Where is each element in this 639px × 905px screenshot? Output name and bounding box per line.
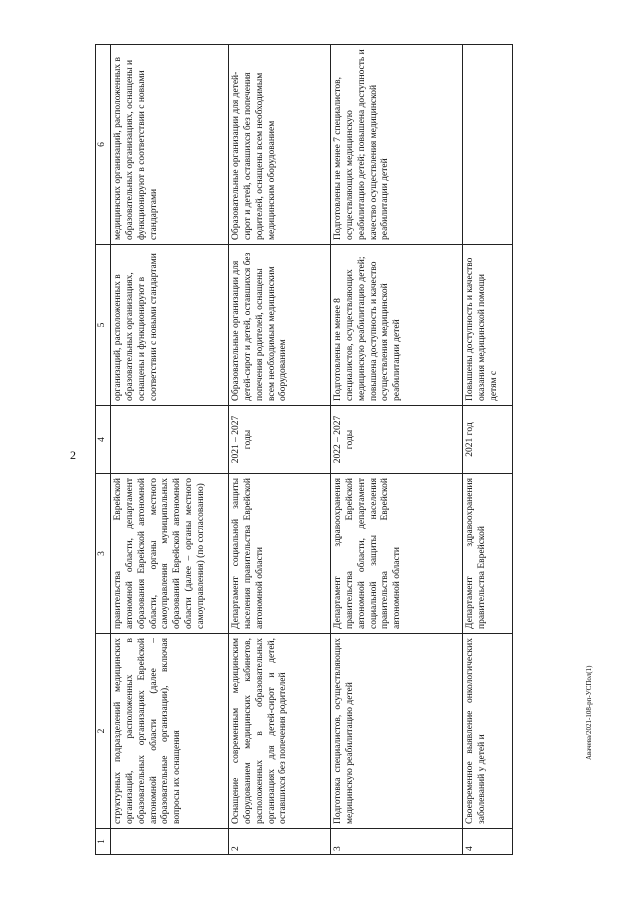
header-col-1: 1 xyxy=(96,829,111,855)
header-col-6: 6 xyxy=(96,45,111,245)
header-col-3: 3 xyxy=(96,474,111,634)
table-row xyxy=(462,45,512,855)
table-row xyxy=(110,45,228,855)
row-number xyxy=(110,829,228,855)
table-header-row xyxy=(96,45,111,855)
result-cell-b xyxy=(462,45,512,245)
rotated-table-container xyxy=(95,45,570,855)
measures-table xyxy=(95,44,513,855)
term-cell: 2021 год xyxy=(462,406,512,474)
measure-cell: Своевременное выявление онкологических заболеваний у детей и xyxy=(462,634,512,829)
measure-cell: структурных подразделений медицинских организаций, расположенных в образовательных организациях Еврейской автономной области (далее – образовательные организации), включая вопросы их оснащения xyxy=(110,634,228,829)
measure-cell: Оснащение современным медицинским оборудованием медицинских кабинетов, расположенных в образовательных организациях для детей-сирот и детей, оставшихся без попечения родителей xyxy=(228,634,330,829)
table-row xyxy=(330,45,462,855)
row-number: 4 xyxy=(462,829,512,855)
footer-code-wrapper xyxy=(585,665,605,780)
header-col-4: 4 xyxy=(96,406,111,474)
term-cell: 2021 – 2027 годы xyxy=(228,406,330,474)
result-cell-a: Образовательные организации для детей-сирот и детей, оставшихся без попечения родителей, оснащены всем необходимым медицинским оборудованием xyxy=(228,245,330,406)
page-number: 2 xyxy=(70,448,76,462)
measure-cell: Подготовка специалистов, осуществляющих медицинскую реабилитацию детей xyxy=(330,634,462,829)
footer-code: Авачева/2021-108-рп-УСПол(1) xyxy=(585,665,593,760)
result-cell-a: Повышены доступность и качество оказания медицинской помощи детям с xyxy=(462,245,512,406)
header-col-2: 2 xyxy=(96,634,111,829)
executor-cell: Департамент здравоохранения правительства Еврейской автономной области, департамент социальной защиты населения правительства Еврейской автономной области xyxy=(330,474,462,634)
result-cell-b: Подготовлены не менее 7 специалистов, осуществляющих медицинскую реабилитацию детей; повышена доступность и качество осуществления медицинской реабилитации детей xyxy=(330,45,462,245)
executor-cell: правительства Еврейской автономной области, департамент образования Еврейской автономной области, органы местного самоуправления муниципальных образований Еврейской автономной области (далее – органы местного самоуправления) (по согласованию) xyxy=(110,474,228,634)
result-cell-a: Подготовлены не менее 8 специалистов, осуществляющих медицинскую реабилитацию детей; повышена доступность и качество осуществления медицинской реабилитации детей xyxy=(330,245,462,406)
row-number: 3 xyxy=(330,829,462,855)
result-cell-b: медицинских организаций, расположенных в образовательных организациях, оснащены и функционируют в соответствии с новыми стандартами xyxy=(110,45,228,245)
executor-cell: Департамент социальной защиты населения правительства Еврейской автономной области xyxy=(228,474,330,634)
term-cell xyxy=(110,406,228,474)
row-number: 2 xyxy=(228,829,330,855)
executor-cell: Департамент здравоохранения правительства Еврейской xyxy=(462,474,512,634)
table-row xyxy=(228,45,330,855)
header-col-5: 5 xyxy=(96,245,111,406)
result-cell-a: организаций, расположенных в образовательных организациях, оснащены и функционируют в соответствии с новыми стандартами xyxy=(110,245,228,406)
result-cell-b: Образовательные организации для детей-сирот и детей, оставшихся без попечения родителей, оснащены всем необходимым медицинским оборудованием xyxy=(228,45,330,245)
term-cell: 2022 – 2027 годы xyxy=(330,406,462,474)
